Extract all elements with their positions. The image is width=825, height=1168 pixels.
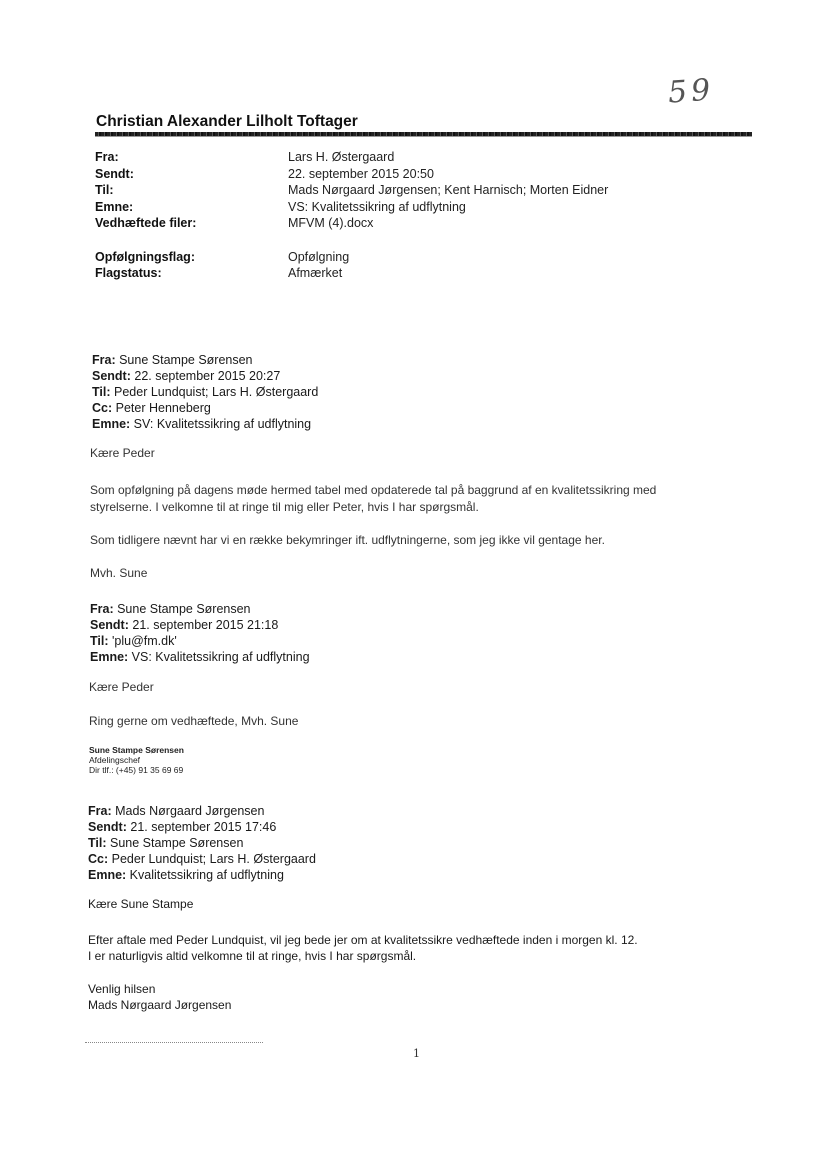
header-line [88, 867, 316, 883]
header-label: Til: [92, 385, 111, 399]
meta-label: Sendt: [95, 166, 134, 181]
header-value: Kvalitetssikring af udflytning [126, 868, 284, 882]
header-rule-thin [95, 136, 752, 137]
meta-label: Fra: [95, 150, 119, 164]
header-label: Sendt: [90, 618, 129, 632]
header-value: Peter Henneberg [112, 401, 211, 415]
header-value: Mads Nørgaard Jørgensen [111, 804, 265, 818]
header-label: Cc: [88, 852, 109, 866]
meta-row-attachments [95, 216, 715, 233]
footer-divider [85, 1042, 263, 1043]
header-line [92, 352, 318, 368]
meta-row-from [95, 150, 715, 167]
meta-value: MFVM (4).docx [288, 216, 374, 230]
header-line [88, 835, 316, 851]
header-label: Cc: [92, 401, 113, 415]
meta-row-to [95, 183, 715, 200]
header-label: Til: [90, 634, 109, 648]
message2-body: Ring gerne om vedhæftede, Mvh. Sune [89, 714, 299, 728]
meta-label: Til: [95, 183, 114, 197]
header-value: VS: Kvalitetssikring af udflytning [128, 650, 310, 664]
page-number: 1 [413, 1047, 420, 1060]
email-meta [95, 150, 715, 283]
meta-row-sent [95, 167, 715, 184]
header-value: 21. september 2015 21:18 [128, 618, 279, 632]
signature-title: Afdelingschef [89, 755, 141, 765]
header-label: Fra: [92, 353, 116, 367]
header-value: Peder Lundquist; Lars H. Østergaard [108, 852, 316, 866]
message1-body-line1: Som opfølgning på dagens møde hermed tabel med opdaterede tal på baggrund af en kvalitetssikring med [90, 483, 657, 497]
message3-body-line2: I er naturligvis altid velkomne til at ringe, hvis I har spørgsmål. [88, 949, 417, 963]
meta-value: Afmærket [288, 266, 343, 280]
message3-headers [88, 803, 316, 883]
header-label: Til: [88, 836, 107, 850]
header-label: Sendt: [92, 369, 131, 383]
meta-value: Mads Nørgaard Jørgensen; Kent Harnisch; Morten Eidner [288, 183, 609, 197]
header-line [92, 400, 318, 416]
meta-value: Opfølgning [288, 249, 350, 264]
message1-greeting: Kære Peder [90, 446, 155, 460]
header-label: Emne: [92, 417, 131, 431]
meta-row-flag-status [95, 266, 715, 283]
header-line [88, 851, 316, 867]
header-value: 'plu@fm.dk' [108, 634, 177, 648]
meta-label: Emne: [95, 199, 134, 214]
meta-value: 22. september 2015 20:50 [288, 166, 434, 181]
header-label: Fra: [90, 602, 114, 616]
meta-row-followup-flag [95, 250, 715, 267]
message2-greeting: Kære Peder [89, 680, 154, 694]
meta-label: Vedhæftede filer: [95, 216, 197, 230]
header-value: Sune Stampe Sørensen [113, 602, 251, 616]
handwritten-page-number: 59 [666, 72, 716, 111]
header-label: Sendt: [88, 820, 127, 834]
header-value: Peder Lundquist; Lars H. Østergaard [110, 385, 319, 399]
header-line [90, 617, 310, 633]
message3-greeting: Kære Sune Stampe [88, 897, 194, 911]
message1-body2: Som tidligere nævnt har vi en række bekymringer ift. udflytningerne, som jeg ikke vil gentage her. [90, 533, 605, 547]
message2-headers [90, 601, 310, 665]
header-label: Fra: [88, 804, 112, 818]
message3-closing2: Mads Nørgaard Jørgensen [88, 998, 232, 1012]
header-label: Emne: [90, 650, 129, 664]
signature-phone: Dir tlf.: (+45) 91 35 69 69 [89, 765, 184, 775]
header-line [90, 601, 310, 617]
header-line [92, 368, 318, 384]
header-label: Emne: [88, 868, 127, 882]
header-line [88, 819, 316, 835]
header-line [90, 633, 310, 649]
meta-row-subject [95, 200, 715, 217]
header-line [90, 649, 310, 665]
mailbox-owner-name: Christian Alexander Lilholt Toftager [96, 113, 358, 130]
message3-body-line1: Efter aftale med Peder Lundquist, vil jeg bede jer om at kvalitetssikre vedhæftede inden i morgen kl. 12. [88, 933, 638, 947]
signature-name: Sune Stampe Sørensen [89, 745, 184, 755]
header-value: 21. september 2015 17:46 [126, 820, 277, 834]
meta-value: Lars H. Østergaard [288, 150, 395, 164]
header-line [92, 416, 318, 432]
message3-closing1: Venlig hilsen [88, 982, 156, 996]
header-value: 22. september 2015 20:27 [130, 369, 281, 383]
message1-body-line2: styrelserne. I velkomne til at ringe til mig eller Peter, hvis I har spørgsmål. [90, 500, 479, 514]
meta-value: VS: Kvalitetssikring af udflytning [288, 199, 466, 214]
signature-block [89, 745, 184, 775]
message1-closing: Mvh. Sune [90, 566, 148, 580]
header-value: SV: Kvalitetssikring af udflytning [130, 417, 312, 431]
header-value: Sune Stampe Sørensen [106, 836, 244, 850]
meta-label: Flagstatus: [95, 266, 162, 280]
header-line [92, 384, 318, 400]
header-line [88, 803, 316, 819]
message1-headers [92, 352, 318, 432]
meta-label: Opfølgningsflag: [95, 249, 195, 264]
header-value: Sune Stampe Sørensen [115, 353, 253, 367]
